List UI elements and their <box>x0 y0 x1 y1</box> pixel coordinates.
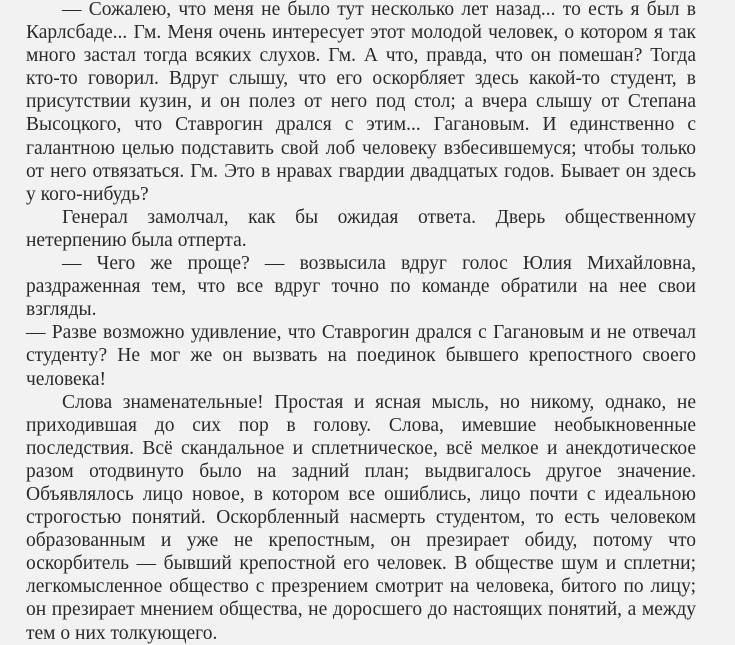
paragraph: Слова знаменательные! Простая и ясная мысль, но никому, однако, не приходившая до сих пор в голову. Слова, имевшие необыкновенные последствия. Всё скандальное и сплетническое, всё мелкое и анекдотическое разом отодвинуто было на задний план; выдвигалось другое значение. Объявлялось лицо новое, в котором все ошиблись, лицо почти с идеальною строгостью понятий. Оскорбленный насмерть студентом, то есть человеком образованным и уже не крепостным, он презирает обиду, потому что оскорбитель — бывший крепостной его человек. В обществе шум и сплетни; легкомысленное общество с презрением смотрит на человека, битого по лицу; он презирает мнением общества, не доросшего до настоящих понятий, а между тем о них толкующего. <box>26 391 696 644</box>
book-text <box>26 0 696 645</box>
paragraph: — Чего же проще? — возвысила вдруг голос Юлия Михайловна, раздраженная тем, что все вдруг точно по команде обратили на нее свои взгляды. <box>26 253 696 321</box>
paragraph: — Разве возможно удивление, что Ставрогин дрался с Гагановым и не отвечал студенту? Не мог же он вызвать на поединок бывшего крепостного своего человека! <box>26 322 696 390</box>
paragraph: — Сожалею, что меня не было тут несколько лет назад... то есть я был в Карлсбаде... Гм. Меня очень интересует этот молодой человек, о котором я так много застал тогда всяких слухов. Гм. А что, правда, что он помешан? Тогда кто-то говорил. Вдруг слышу, что его оскорбляет здесь какой-то студент, в присутствии кузин, и он полез от него под стол; а вчера слышу от Степана Высоцкого, что Ставрогин дрался с этим... Гагановым. И единственно с галантною целью подставить свой лоб человеку взбесившемуся; чтобы только от него отвязаться. Гм. Это в нравах гвардии двадцатых годов. Бывает он здесь у кого-нибудь? <box>26 0 696 205</box>
paragraph: Генерал замолчал, как бы ожидая ответа. Дверь общественному нетерпению была отперта. <box>26 206 696 251</box>
